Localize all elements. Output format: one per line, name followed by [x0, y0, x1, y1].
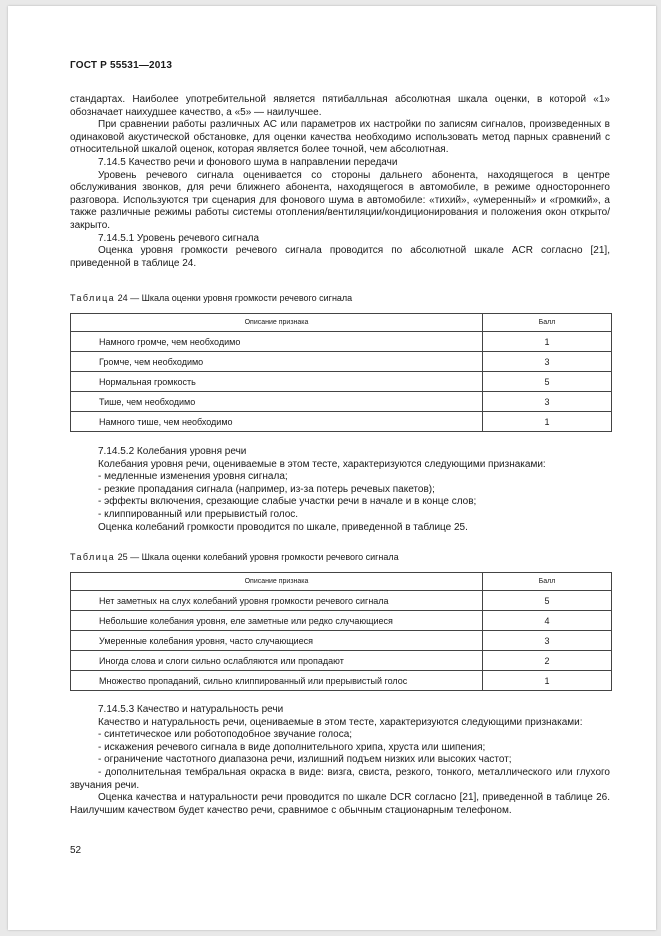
row-description: Громче, чем необходимо: [71, 352, 483, 372]
list-item: - ограничение частотного диапазона речи, излишний подъем низких или высоких частот;: [98, 754, 512, 766]
row-description: Множество пропаданий, сильно клиппированный или прерывистый голос: [71, 671, 483, 691]
table-row: [71, 352, 612, 372]
table-header-row: [71, 573, 612, 591]
row-description: Умеренные колебания уровня, часто случающиеся: [71, 631, 483, 651]
table-row: [71, 392, 612, 412]
column-header: Балл: [483, 573, 612, 591]
section-heading: 7.14.5 Качество речи и фонового шума в направлении передачи: [98, 156, 398, 168]
column-header: Балл: [483, 314, 612, 332]
list-item: - эффекты включения, срезающие слабые участки речи в начале и в конце слов;: [98, 496, 477, 508]
table-25: [70, 572, 612, 691]
table-header-row: [71, 314, 612, 332]
row-score: 3: [483, 392, 612, 412]
row-description: Нормальная громкость: [71, 372, 483, 392]
closing-text: [70, 704, 610, 817]
list-item: - дополнительная тембральная окраска в виде: визга, свиста, резкого, тонкого, металлического или глухого звучания речи.: [70, 766, 610, 791]
row-score: 2: [483, 651, 612, 671]
row-description: Нет заметных на слух колебаний уровня громкости речевого сигнала: [71, 591, 483, 611]
column-header: Описание признака: [71, 314, 483, 332]
table-24: [70, 313, 612, 432]
paragraph: Колебания уровня речи, оцениваемые в этом тесте, характеризуются следующими признаками:: [98, 458, 546, 470]
row-description: Намного тише, чем необходимо: [71, 412, 483, 432]
row-score: 1: [483, 671, 612, 691]
section-heading: 7.14.5.2 Колебания уровня речи: [98, 446, 247, 457]
paragraph: Уровень речевого сигнала оценивается со стороны дальнего абонента, находящегося в центре обслуживания звонков, для речи ближнего абонента, находящегося в автомобиле, в режиме одностороннего разговора. Используются три сценария для фонового шума в автомобиле: «тихий», «умеренный» и «громкий», а также различные режимы работы системы отопления/вентиляции/кондиционирования и положения окон открыто/закрыто.: [70, 169, 610, 231]
table-row: [71, 591, 612, 611]
page-number: 52: [70, 845, 82, 856]
column-header: Описание признака: [71, 573, 483, 591]
row-score: 5: [483, 591, 612, 611]
table-row: [71, 372, 612, 392]
paragraph: Оценка колебаний громкости проводится по шкале, приведенной в таблице 25.: [98, 521, 468, 533]
table-row: [71, 611, 612, 631]
paragraph: Качество и натуральность речи, оцениваемые в этом тесте, характеризуются следующими признаками:: [98, 716, 583, 728]
list-item: - синтетическое или роботоподобное звучание голоса;: [98, 729, 353, 741]
row-score: 1: [483, 412, 612, 432]
intro-text: [70, 94, 610, 270]
table-row: [71, 412, 612, 432]
row-description: Намного громче, чем необходимо: [71, 332, 483, 352]
table-row: [71, 671, 612, 691]
section-heading: 7.14.5.1 Уровень речевого сигнала: [98, 232, 260, 244]
paragraph: Оценка качества и натуральности речи проводится по шкале DCR согласно [21], приведенной в таблице 26. Наилучшим качеством будет качество речи, сравнимое с обычным стационарным телефоном.: [70, 792, 610, 816]
list-item: - медленные изменения уровня сигнала;: [98, 471, 288, 483]
list-item: - клиппированный или прерывистый голос.: [98, 508, 299, 520]
list-item: - искажения речевого сигнала в виде дополнительного хрипа, хруста или шипения;: [98, 741, 486, 753]
document-header: ГОСТ Р 55531—2013: [70, 60, 173, 71]
row-score: 3: [483, 631, 612, 651]
mid-text: [70, 446, 610, 534]
paragraph: стандартах. Наиболее употребительной является пятибалльная абсолютная шкала оценки, в которой «1» обозначает наихудшее качество, а «5» — наилучшее.: [70, 94, 610, 118]
paragraph: Оценка уровня громкости речевого сигнала проводится по абсолютной шкале ACR согласно [21], приведенной в таблице 24.: [70, 245, 610, 269]
paragraph: При сравнении работы различных АС или параметров их настройки по записям сигналов, произведенных в одинаковой акустической обстановке, для оценки качества необходимо использовать метод парных сравнений с относительной шкалой оценок, которая является более точной, чем абсолютная.: [70, 119, 610, 156]
section-heading: 7.14.5.3 Качество и натуральность речи: [98, 704, 284, 715]
list-item: - резкие пропадания сигнала (например, из-за потерь речевых пакетов);: [98, 483, 435, 495]
table-24-caption: Таблица 24 — Шкала оценки уровня громкости речевого сигнала: [70, 293, 353, 303]
table-row: [71, 651, 612, 671]
row-score: 1: [483, 332, 612, 352]
table-25-caption: Таблица 25 — Шкала оценки колебаний уровня громкости речевого сигнала: [70, 552, 399, 562]
row-description: Иногда слова и слоги сильно ослабляются или пропадают: [71, 651, 483, 671]
row-description: Тише, чем необходимо: [71, 392, 483, 412]
row-score: 3: [483, 352, 612, 372]
row-description: Небольшие колебания уровня, еле заметные или редко случающиеся: [71, 611, 483, 631]
table-row: [71, 631, 612, 651]
table-row: [71, 332, 612, 352]
row-score: 4: [483, 611, 612, 631]
row-score: 5: [483, 372, 612, 392]
